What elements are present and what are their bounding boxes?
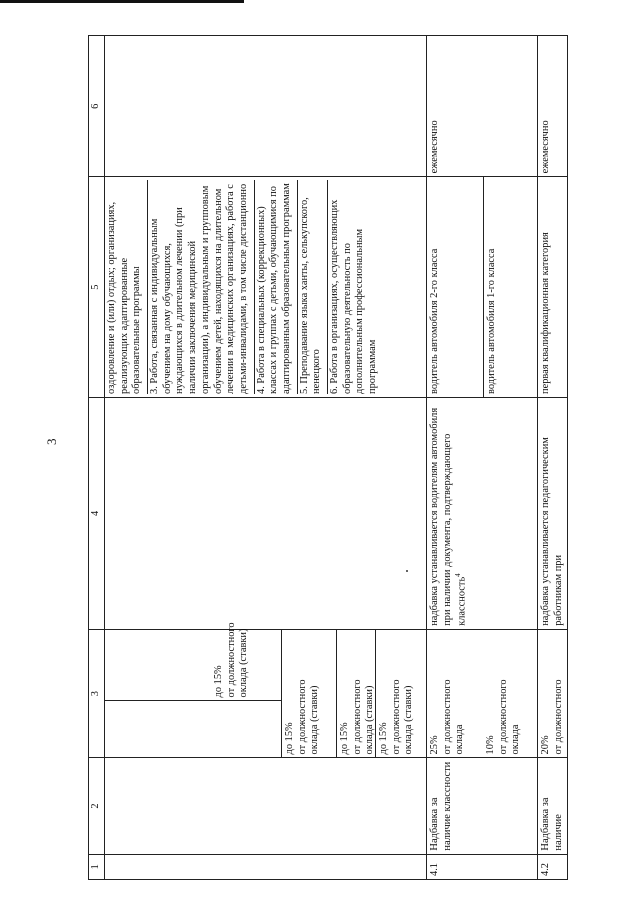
continuation-amounts xyxy=(105,622,427,758)
row-4-1-num: 4.1 xyxy=(427,854,538,879)
continuation-items xyxy=(105,177,427,398)
item-adapted-programs: оздоровление и (или) отдых; организациях, реализующих адаптированные образовательные программы xyxy=(106,201,143,394)
row-4-2-num: 4.2 xyxy=(538,854,568,879)
row-4-1-amounts: 25% от должностного оклада 10% от должностного оклада xyxy=(427,629,538,758)
continuation-row xyxy=(105,36,427,880)
top-rule xyxy=(0,0,244,3)
row-4-1-name: Надбавка за наличие классности xyxy=(427,758,538,854)
row-4-1-items: водитель автомобиля 2-го класса водитель автомобиля 1-го класса xyxy=(427,177,538,398)
row-4-1 xyxy=(427,36,538,880)
amount-row-5: до 15% от должностного оклада (ставки) xyxy=(336,630,375,758)
header-col-6: 6 xyxy=(89,36,105,177)
item-native-language: 5. Преподавание языка ханты, селькупского, ненецкого xyxy=(297,180,327,394)
row-4-2-name: Надбавка за наличие xyxy=(538,758,568,854)
allowance-table xyxy=(88,35,568,880)
header-col-3: 3 xyxy=(89,629,105,758)
row-4-2-period: ежемесячно xyxy=(538,36,568,177)
footnote-marker: 4 xyxy=(454,573,463,577)
row-4-2-condition: надбавка устанавливается педагогическим работникам при xyxy=(538,397,568,629)
amount-row-3: до 15% от должностного оклада (ставки) xyxy=(213,622,250,698)
row-4-2 xyxy=(538,36,568,880)
item-special-classes: 4. Работа в специальных (коррекционных) классах и группах с детьми, обучающимися по адаптированным образовательным программам xyxy=(254,180,297,394)
header-col-5: 5 xyxy=(89,177,105,398)
item-professional-programs: 6. Работа в организациях, осуществляющих образовательную деятельность по дополнительным профессиональным программам xyxy=(327,180,383,394)
header-col-4: 4 xyxy=(89,397,105,629)
header-col-2: 2 xyxy=(89,758,105,854)
row-4-1-period: ежемесячно xyxy=(427,36,538,177)
row-4-2-item: первая квалификационная категория xyxy=(538,177,568,398)
rotated-page xyxy=(88,35,628,880)
page-number: 3 xyxy=(44,438,59,445)
row-4-2-amounts: 20% от должностного xyxy=(538,629,568,758)
amount-row-4: до 15% от должностного оклада (ставки) xyxy=(281,630,336,758)
item-home-schooling: 3. Работа, связанная с индивидуальным обучением на дому обучающихся, нуждающихся в длительном лечении (при наличии заключения медицинской организации), а индивидуальным и групповым обучением детей, находящихся на длительном лечении в медицинских организациях, работа с детьми-инвалидами, в том числе дистанционно xyxy=(147,180,254,394)
header-col-1: 1 xyxy=(89,854,105,879)
row-4-1-condition: надбавка устанавливается водителям автомобиля при наличии документа, подтверждающего классность$^4$ xyxy=(427,397,538,629)
amount-row-6: до 15% от должностного оклада (ставки) xyxy=(375,630,426,758)
header-row xyxy=(89,36,105,880)
